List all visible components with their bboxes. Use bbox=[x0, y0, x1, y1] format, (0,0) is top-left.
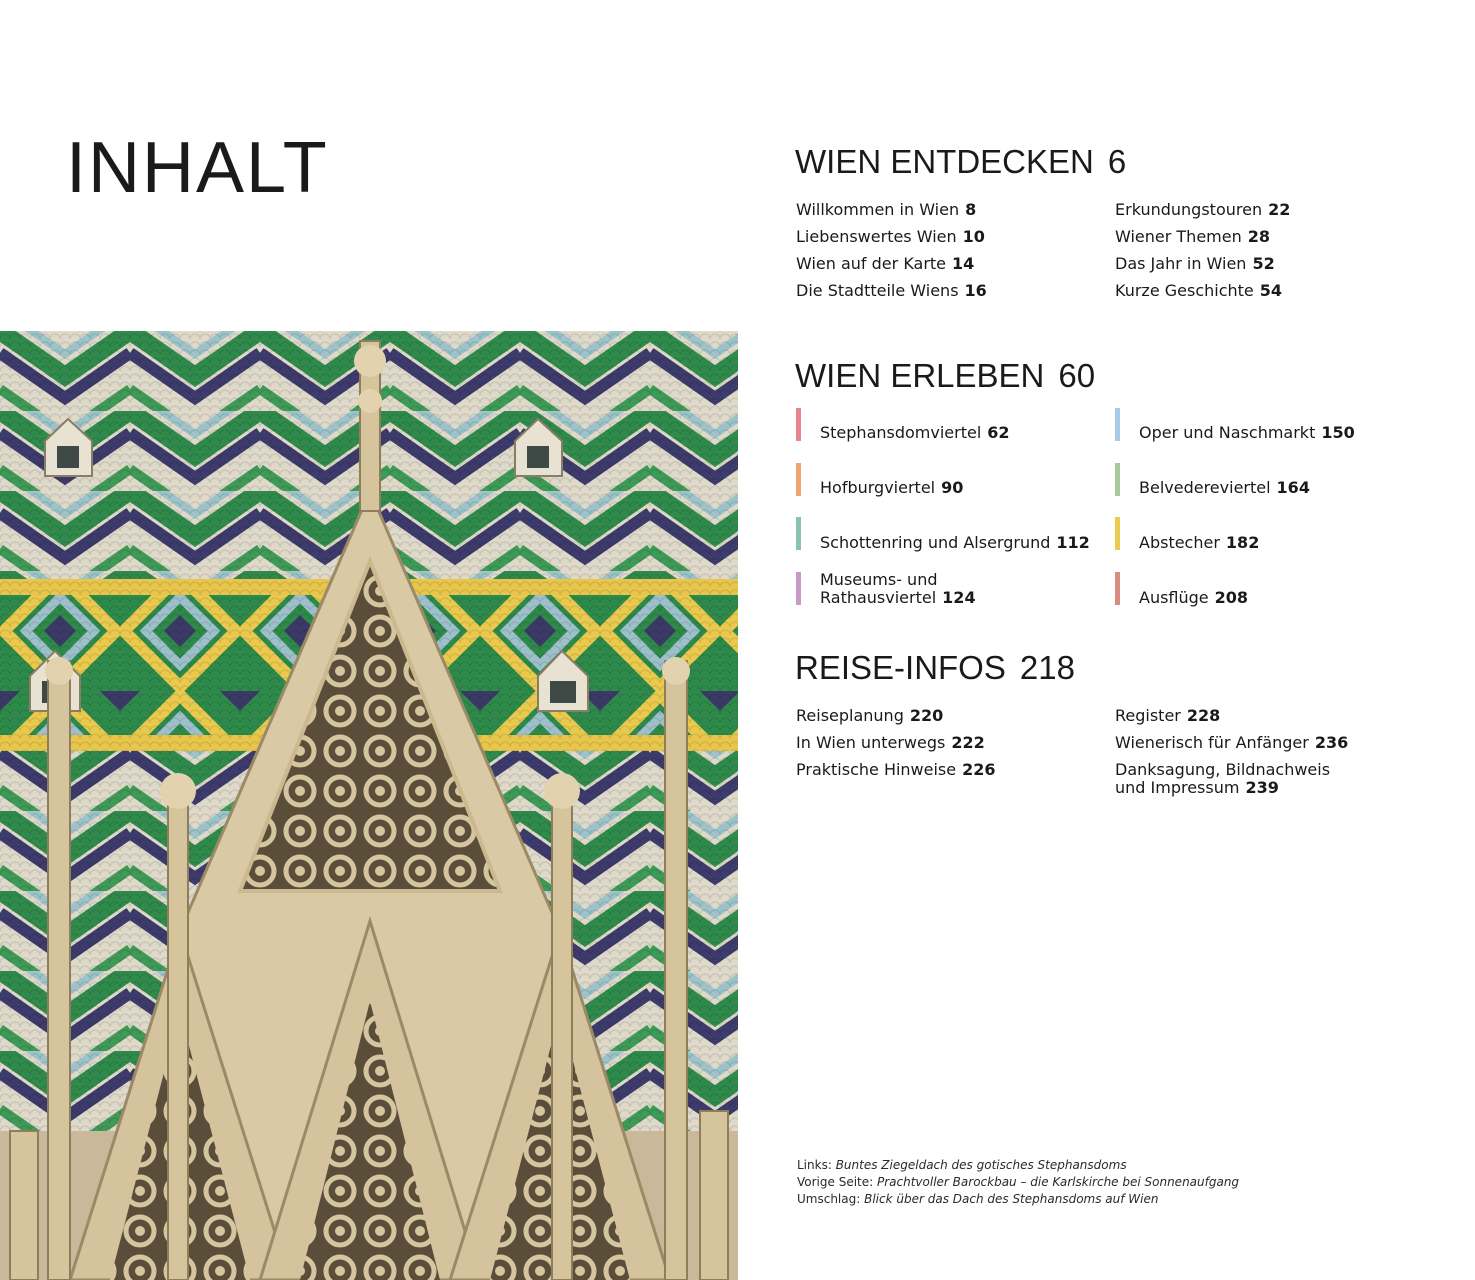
section-heading-reise-infos bbox=[795, 651, 1075, 684]
entry-label: Willkommen in Wien bbox=[796, 200, 960, 219]
entry-page: 22 bbox=[1268, 200, 1291, 219]
caption-text: Blick über das Dach des Stephansdoms auf Wien bbox=[864, 1192, 1159, 1206]
entry-label: Hofburgviertel bbox=[820, 478, 936, 497]
section-page: 218 bbox=[1019, 649, 1075, 686]
entry-label: Reiseplanung bbox=[796, 706, 904, 725]
entry-label: Liebenswertes Wien bbox=[796, 227, 957, 246]
entry-page: 52 bbox=[1252, 254, 1275, 273]
toc-entry[interactable] bbox=[796, 756, 996, 783]
entry-page: 150 bbox=[1321, 423, 1355, 442]
caption-line bbox=[797, 1191, 1239, 1208]
entry-page: 14 bbox=[952, 254, 975, 273]
entry-label: Erkundungstouren bbox=[1115, 200, 1263, 219]
entry-label: Register bbox=[1115, 706, 1181, 725]
entry-page: 220 bbox=[909, 706, 944, 725]
entry-label: Wienerisch für Anfänger bbox=[1115, 733, 1309, 752]
entry-page: 8 bbox=[965, 200, 977, 219]
entry-label: Oper und Naschmarkt bbox=[1139, 423, 1316, 442]
entry-label: Abstecher bbox=[1139, 533, 1220, 552]
entry-page: 236 bbox=[1314, 733, 1349, 752]
caption-line bbox=[797, 1157, 1239, 1174]
entry-label: Belvedereviertel bbox=[1139, 478, 1271, 497]
entry-page: 112 bbox=[1056, 533, 1090, 552]
district-color-bar bbox=[1115, 408, 1120, 441]
entry-label: Ausflüge bbox=[1139, 588, 1209, 607]
entry-label: Das Jahr in Wien bbox=[1115, 254, 1247, 273]
toc-column-left bbox=[796, 702, 996, 783]
entry-page: 16 bbox=[964, 281, 987, 300]
entry-page: 124 bbox=[942, 588, 976, 607]
caption-line bbox=[797, 1174, 1239, 1191]
toc-entry[interactable] bbox=[796, 196, 987, 223]
toc-entry[interactable] bbox=[1115, 223, 1290, 250]
entry-page: 182 bbox=[1225, 533, 1260, 552]
entry-label: Die Stadtteile Wiens bbox=[796, 281, 959, 300]
caption-prefix: Links: bbox=[797, 1158, 832, 1172]
toc-column-right bbox=[1115, 702, 1348, 797]
entry-page: 208 bbox=[1214, 588, 1249, 607]
section-heading-wien-erleben bbox=[795, 359, 1095, 392]
entry-label-line2: Rathausviertel bbox=[820, 588, 937, 607]
district-color-bar bbox=[1115, 463, 1120, 496]
toc-entry[interactable] bbox=[1115, 277, 1290, 304]
entry-page: 90 bbox=[941, 478, 964, 497]
toc-entry[interactable] bbox=[796, 702, 996, 729]
section-title: WIEN ENTDECKEN bbox=[795, 143, 1094, 180]
entry-label: Wiener Themen bbox=[1115, 227, 1242, 246]
toc-entry[interactable] bbox=[796, 250, 987, 277]
entry-page: 228 bbox=[1186, 706, 1221, 725]
toc-entry[interactable] bbox=[796, 277, 987, 304]
district-color-bar bbox=[1115, 572, 1120, 605]
entry-page: 10 bbox=[962, 227, 985, 246]
district-color-bar bbox=[796, 463, 801, 496]
district-color-bar bbox=[1115, 517, 1120, 550]
toc-entry[interactable] bbox=[1115, 729, 1348, 756]
section-title: WIEN ERLEBEN bbox=[795, 357, 1045, 394]
district-color-bar bbox=[796, 572, 801, 605]
toc-entry[interactable] bbox=[1115, 250, 1290, 277]
page-title: INHALT bbox=[66, 128, 329, 208]
toc-entry[interactable] bbox=[796, 223, 987, 250]
entry-page: 239 bbox=[1245, 778, 1279, 797]
toc-column-right bbox=[1115, 196, 1290, 304]
caption-text: Prachtvoller Barockbau – die Karlskirche bei Sonnenaufgang bbox=[877, 1175, 1240, 1189]
section-page: 6 bbox=[1107, 143, 1127, 180]
caption-text: Buntes Ziegeldach des gotisches Stephansdoms bbox=[835, 1158, 1127, 1172]
caption-prefix: Umschlag: bbox=[797, 1192, 861, 1206]
toc-entry[interactable] bbox=[1115, 196, 1290, 223]
entry-page: 222 bbox=[951, 733, 985, 752]
entry-page: 226 bbox=[962, 760, 996, 779]
photo-captions bbox=[797, 1157, 1239, 1208]
entry-label: In Wien unterwegs bbox=[796, 733, 946, 752]
entry-page: 28 bbox=[1247, 227, 1270, 246]
entry-label: Schottenring und Alsergrund bbox=[820, 533, 1051, 552]
entry-label: Stephansdomviertel bbox=[820, 423, 982, 442]
entry-label: Wien auf der Karte bbox=[796, 254, 947, 273]
entry-label-line2: und Impressum bbox=[1115, 778, 1240, 797]
entry-page: 62 bbox=[987, 423, 1010, 442]
cathedral-roof-photo bbox=[0, 331, 738, 1280]
toc-entry[interactable] bbox=[796, 729, 996, 756]
entry-label: Praktische Hinweise bbox=[796, 760, 957, 779]
section-title: REISE-INFOS bbox=[795, 649, 1006, 686]
toc-entry[interactable] bbox=[1115, 756, 1348, 797]
district-color-bar bbox=[796, 408, 801, 441]
entry-label: Danksagung, Bildnachweis bbox=[1115, 760, 1331, 779]
entry-page: 164 bbox=[1276, 478, 1310, 497]
section-heading-wien-entdecken bbox=[795, 145, 1126, 178]
district-color-bar bbox=[796, 517, 801, 550]
toc-column-left bbox=[796, 196, 987, 304]
section-page: 60 bbox=[1058, 357, 1096, 394]
entry-label: Museums- und bbox=[820, 570, 938, 589]
entry-label: Kurze Geschichte bbox=[1115, 281, 1254, 300]
entry-page: 54 bbox=[1259, 281, 1283, 300]
caption-prefix: Vorige Seite: bbox=[797, 1175, 874, 1189]
toc-entry[interactable] bbox=[1115, 702, 1348, 729]
